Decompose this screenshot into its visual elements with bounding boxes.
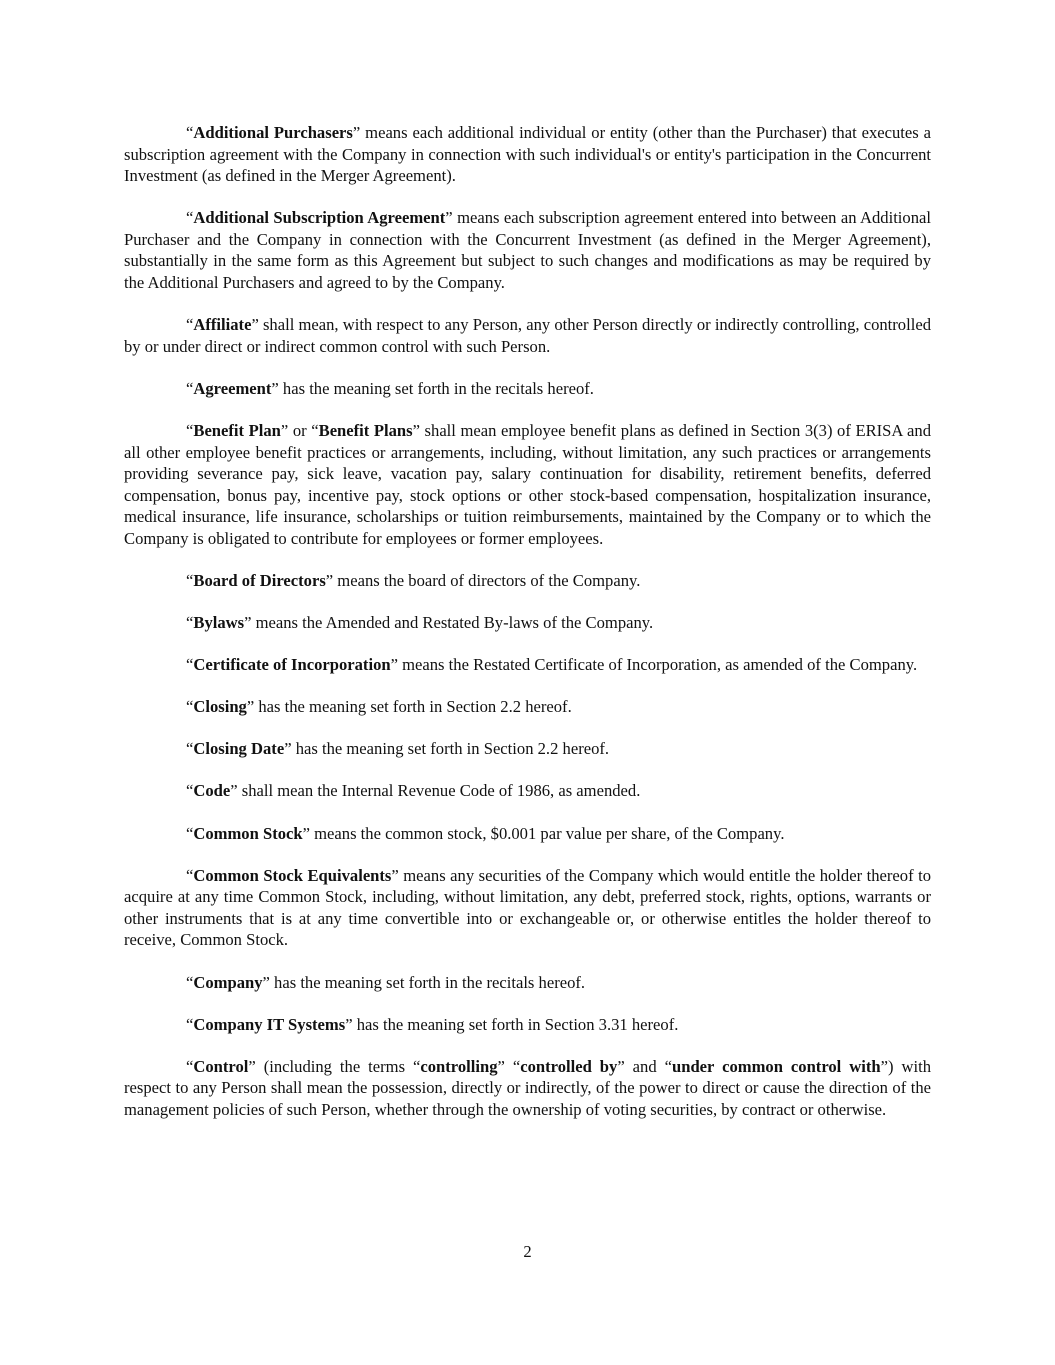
definition-common-stock-equivalents: “Common Stock Equivalents” means any securities of the Company which would entitle the holder thereof to acquire at any time Common Stock, including, without limitation, any debt, preferred stock, rights, options, warrants or other instruments that is at any time convertible into or exchangeable or, or otherwise entitles the holder thereof to receive, Common Stock. [124, 865, 932, 950]
definition-company: “Company” has the meaning set forth in the recitals hereof. [186, 972, 586, 992]
definition-common-stock: “Common Stock” means the common stock, $0.001 par value per share, of the Company. [186, 823, 785, 843]
definition-additional-subscription-agreement: “Additional Subscription Agreement” means each subscription agreement entered into between an Additional Purchaser and the Company in connection with the Concurrent Investment (as defined in the Merger Agreement), substantially in the same form as this Agreement but subject to such changes and modifications as may be required by the Additional Purchasers and agreed to by the Company. [124, 208, 931, 293]
definition-bylaws: “Bylaws” means the Amended and Restated By-laws of the Company. [186, 613, 654, 633]
page-number: 2 [523, 1242, 532, 1261]
document-page [124, 122, 931, 1141]
definition-affiliate: “Affiliate” shall mean, with respect to any Person, any other Person directly or indirectly controlling, controlled by or under direct or indirect common control with such Person. [124, 315, 931, 356]
definition-company-it-systems: “Company IT Systems” has the meaning set forth in Section 3.31 hereof. [186, 1014, 679, 1034]
definition-agreement: “Agreement” has the meaning set forth in the recitals hereof. [186, 378, 594, 398]
definition-board-of-directors: “Board of Directors” means the board of directors of the Company. [186, 571, 641, 590]
definition-additional-purchasers: “Additional Purchasers” means each additional individual or entity (other than the Purchaser) that executes a subscription agreement with the Company in connection with such individual's or entity's participation in the Concurrent Investment (as defined in the Merger Agreement). [124, 123, 931, 186]
definition-closing-date: “Closing Date” has the meaning set forth in Section 2.2 hereof. [186, 739, 610, 759]
definition-control: “Control” (including the terms “controlling” “controlled by” and “under common control with”) with respect to any Person shall mean the possession, directly or indirectly, of the power to direct or cause the direction of the management policies of such Person, whether through the ownership of voting securities, by contract or otherwise. [124, 1056, 931, 1119]
definition-closing: “Closing” has the meaning set forth in Section 2.2 hereof. [186, 697, 572, 717]
definition-code: “Code” shall mean the Internal Revenue Code of 1986, as amended. [186, 781, 641, 801]
definition-certificate-of-incorporation: “Certificate of Incorporation” means the Restated Certificate of Incorporation, as amended of the Company. [186, 655, 918, 675]
definition-benefit-plan: “Benefit Plan” or “Benefit Plans” shall mean employee benefit plans as defined in Section 3(3) of ERISA and all other employee benefit practices or arrangements, including, without limitation, any such practices or arrangements providing severance pay, sick leave, vacation pay, salary continuation for disability, retirement benefits, deferred compensation, bonus pay, incentive pay, stock options or other stock-based compensation, hospitalization insurance, medical insurance, life insurance, scholarships or tuition reimbursements, maintained by the Company or to which the Company is obligated to contribute for employees or former employees. [124, 420, 932, 548]
